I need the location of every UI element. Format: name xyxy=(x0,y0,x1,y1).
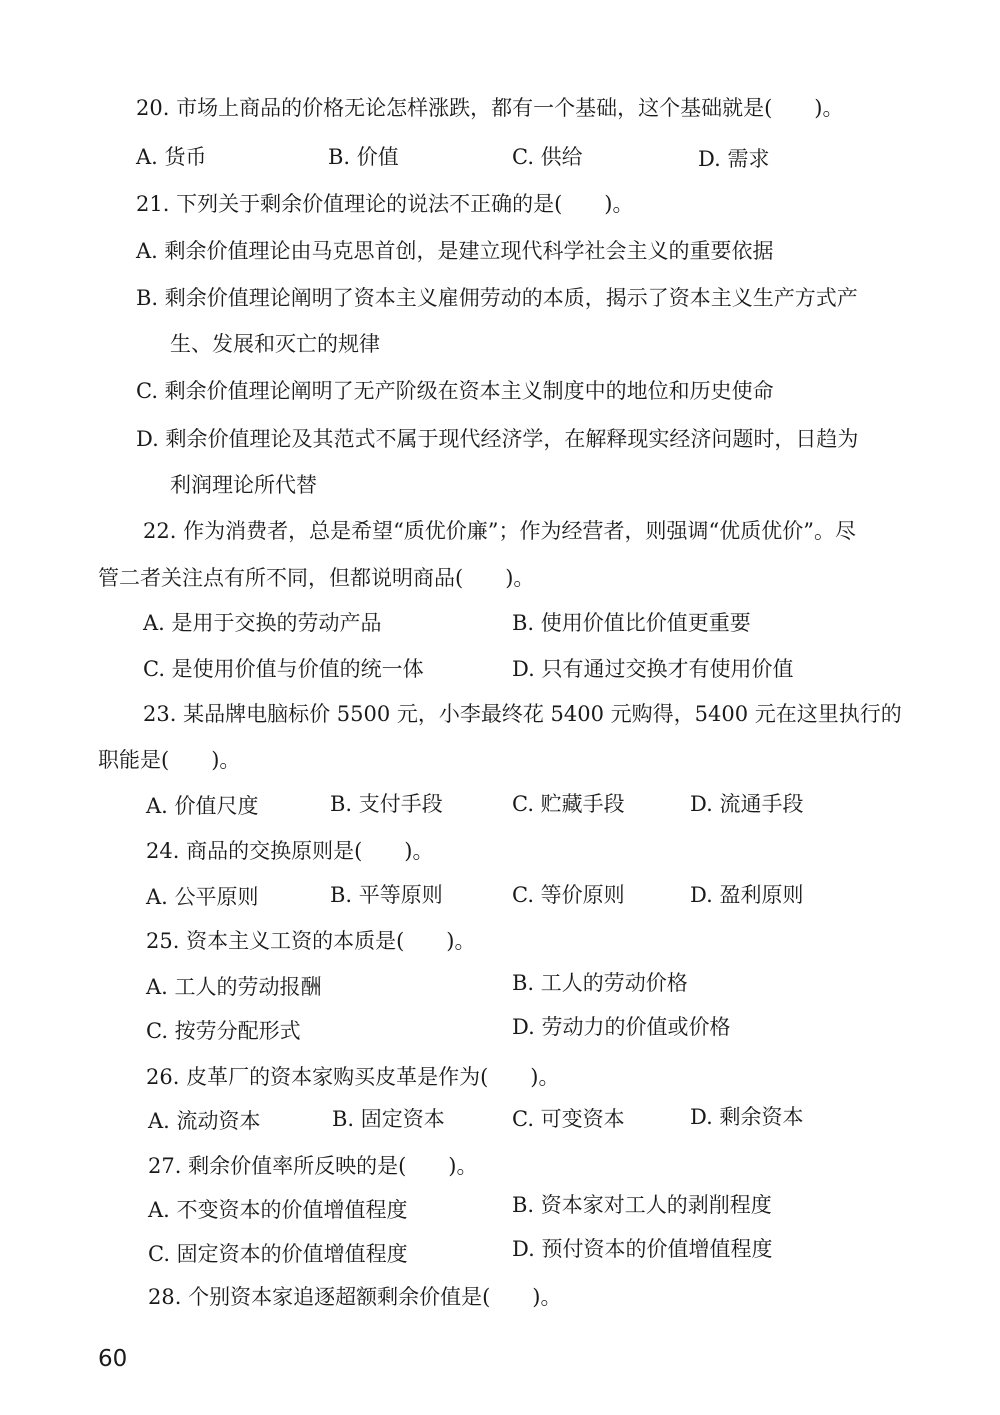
q24-option-a: A. 公平原则 xyxy=(146,885,259,909)
q26-option-a: A. 流动资本 xyxy=(148,1109,261,1133)
q24-option-b: B. 平等原则 xyxy=(330,883,443,907)
q21-option-b-line2: 生、发展和灭亡的规律 xyxy=(170,332,380,356)
q22-option-a: A. 是用于交换的劳动产品 xyxy=(143,611,382,635)
q25-stem: 25. 资本主义工资的本质是( )。 xyxy=(146,929,476,953)
q27-option-c: C. 固定资本的价值增值程度 xyxy=(148,1242,408,1266)
q21-option-d-line2: 利润理论所代替 xyxy=(170,473,317,497)
q21-stem: 21. 下列关于剩余价值理论的说法不正确的是( )。 xyxy=(136,192,634,216)
q25-option-c: C. 按劳分配形式 xyxy=(146,1019,301,1043)
q23-option-a: A. 价值尺度 xyxy=(146,794,259,818)
q20-option-c: C. 供给 xyxy=(512,145,583,169)
q26-option-b: B. 固定资本 xyxy=(332,1107,445,1131)
q20-option-a: A. 货币 xyxy=(136,145,207,169)
q25-option-a: A. 工人的劳动报酬 xyxy=(146,975,322,999)
q27-stem: 27. 剩余价值率所反映的是( )。 xyxy=(148,1154,478,1178)
q26-option-d: D. 剩余资本 xyxy=(690,1105,804,1129)
q22-stem-line1: 22. 作为消费者，总是希望“质优价廉”；作为经营者，则强调“优质优价”。尽 xyxy=(143,519,857,543)
q22-stem-line2: 管二者关注点有所不同，但都说明商品( )。 xyxy=(98,566,535,590)
q23-option-d: D. 流通手段 xyxy=(690,792,804,816)
q20-option-b: B. 价值 xyxy=(328,145,399,169)
q21-option-a: A. 剩余价值理论由马克思首创，是建立现代科学社会主义的重要依据 xyxy=(136,239,774,263)
q27-option-d: D. 预付资本的价值增值程度 xyxy=(512,1237,773,1261)
q27-option-a: A. 不变资本的价值增值程度 xyxy=(148,1198,408,1222)
q20-stem: 20. 市场上商品的价格无论怎样涨跌，都有一个基础，这个基础就是( )。 xyxy=(136,96,844,120)
q26-stem: 26. 皮革厂的资本家购买皮革是作为( )。 xyxy=(146,1065,560,1089)
q24-option-d: D. 盈利原则 xyxy=(690,883,804,907)
q24-stem: 24. 商品的交换原则是( )。 xyxy=(146,839,434,863)
q23-option-b: B. 支付手段 xyxy=(330,792,443,816)
q21-option-b-line1: B. 剩余价值理论阐明了资本主义雇佣劳动的本质，揭示了资本主义生产方式产 xyxy=(136,286,858,310)
q23-stem-line2: 职能是( )。 xyxy=(98,748,241,772)
q21-option-c: C. 剩余价值理论阐明了无产阶级在资本主义制度中的地位和历史使命 xyxy=(136,379,774,403)
q21-option-d-line1: D. 剩余价值理论及其范式不属于现代经济学，在解释现实经济问题时，日趋为 xyxy=(136,427,859,451)
q25-option-d: D. 劳动力的价值或价格 xyxy=(512,1015,731,1039)
q20-option-d: D. 需求 xyxy=(698,147,770,171)
q22-option-b: B. 使用价值比价值更重要 xyxy=(512,611,751,635)
page-number: 60 xyxy=(98,1346,128,1372)
q27-option-b: B. 资本家对工人的剥削程度 xyxy=(512,1193,772,1217)
q26-option-c: C. 可变资本 xyxy=(512,1107,625,1131)
q22-option-c: C. 是使用价值与价值的统一体 xyxy=(143,657,424,681)
q28-stem: 28. 个别资本家追逐超额剩余价值是( )。 xyxy=(148,1285,562,1309)
q25-option-b: B. 工人的劳动价格 xyxy=(512,971,688,995)
q24-option-c: C. 等价原则 xyxy=(512,883,625,907)
q22-option-d: D. 只有通过交换才有使用价值 xyxy=(512,657,794,681)
q23-option-c: C. 贮藏手段 xyxy=(512,792,625,816)
q23-stem-line1: 23. 某品牌电脑标价 5500 元，小李最终花 5400 元购得，5400 元在这里执行的 xyxy=(143,702,902,726)
